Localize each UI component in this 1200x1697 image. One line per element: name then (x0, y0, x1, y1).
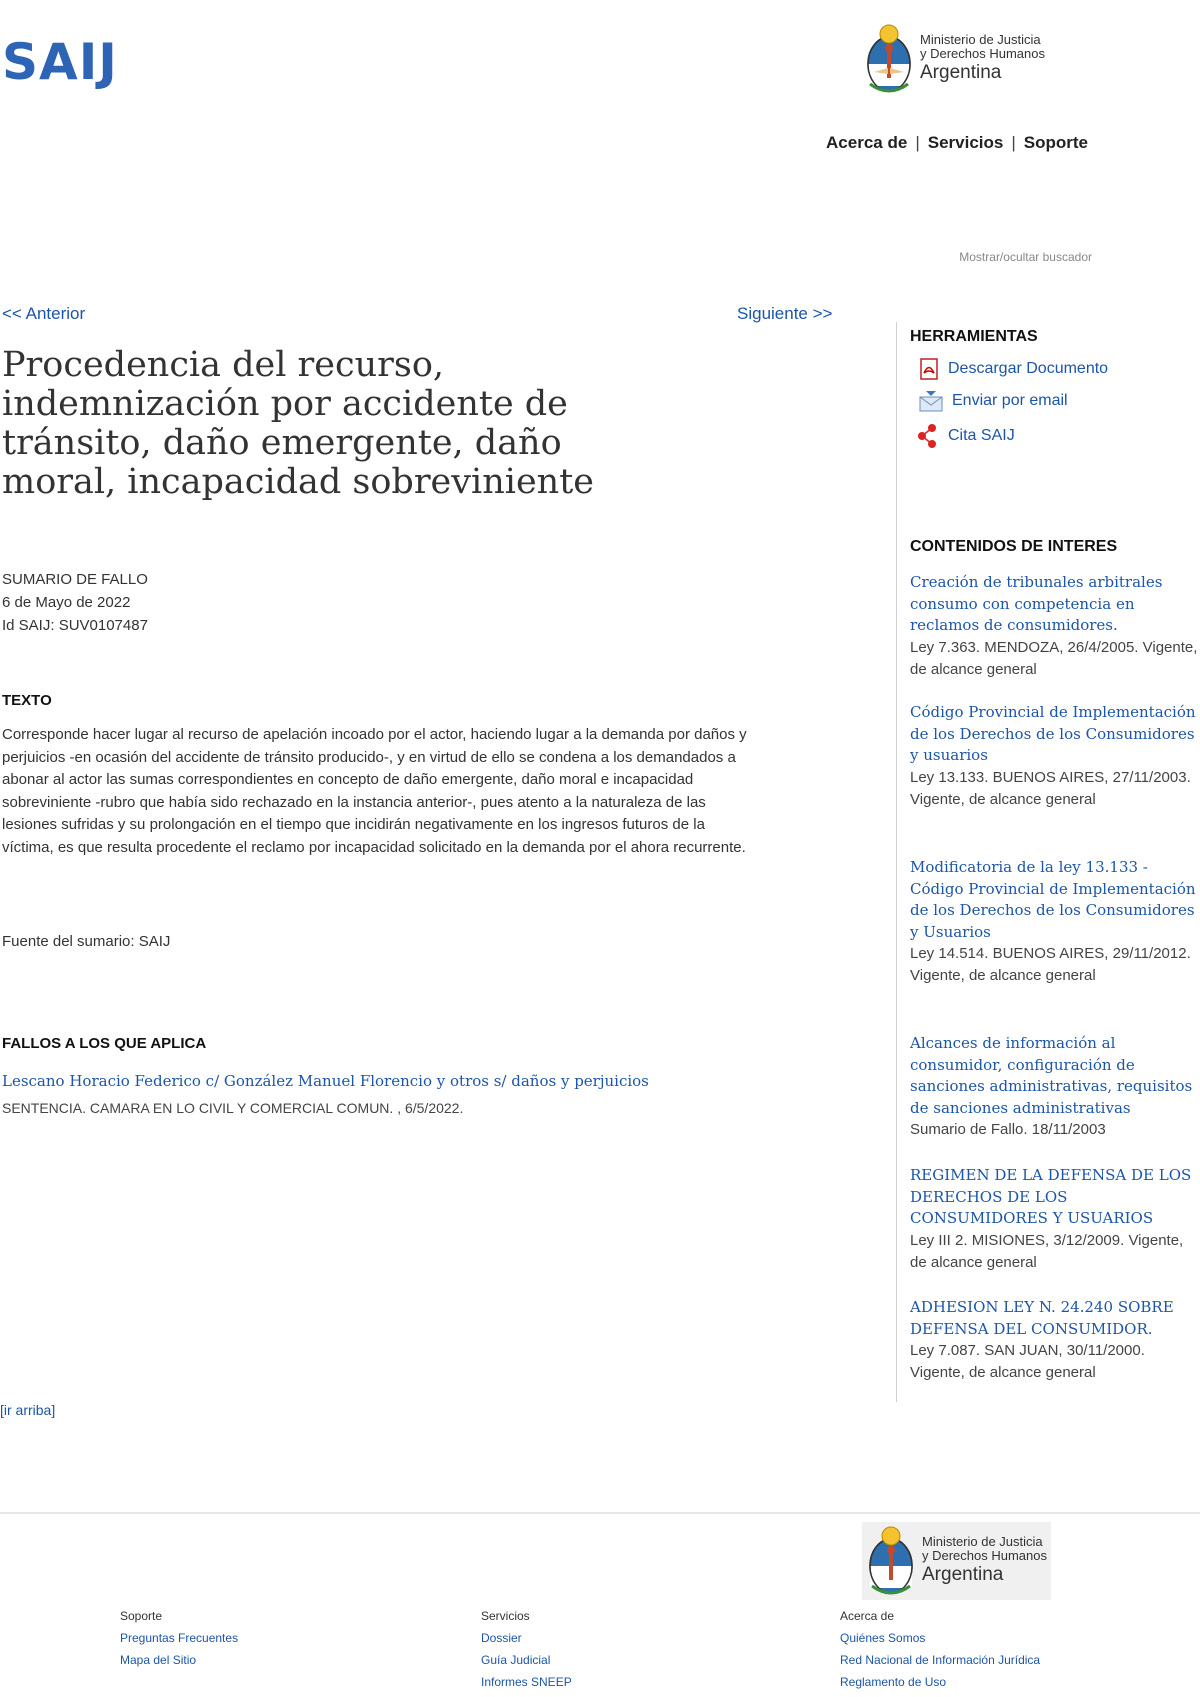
tools-heading: HERRAMIENTAS (910, 328, 1038, 345)
back-to-top-link[interactable]: [ir arriba] (0, 1402, 56, 1418)
download-document-link[interactable] (918, 358, 1108, 380)
fallos-heading: FALLOS A LOS QUE APLICA (2, 1035, 207, 1052)
pdf-icon (918, 358, 940, 380)
footer-link-red-nacional[interactable]: Red Nacional de Información Jurídica (840, 1653, 1041, 1667)
footer-link-quienes-somos[interactable]: Quiénes Somos (840, 1631, 926, 1645)
previous-link[interactable]: << Anterior (2, 304, 86, 323)
download-document-label: Descargar Documento (948, 360, 1109, 377)
interes-item (910, 702, 1200, 811)
interes-item (910, 1033, 1200, 1141)
fuente-text: Fuente del sumario: SAIJ (2, 933, 171, 950)
footer-soporte-heading: Soporte (120, 1609, 163, 1623)
nav-soporte[interactable]: Soporte (1023, 133, 1088, 152)
share-icon (918, 424, 940, 448)
send-email-label: Enviar por email (952, 392, 1068, 409)
argentina-shield-icon (864, 22, 914, 96)
interes-item-desc: Ley 7.087. SAN JUAN, 30/11/2000. Vigente, de alcance general (910, 1342, 1145, 1381)
document-meta (2, 568, 148, 637)
footer-link-guia-judicial[interactable]: Guía Judicial (481, 1653, 551, 1667)
interes-item-link[interactable]: ADHESION LEY N. 24.240 SOBRE DEFENSA DEL CONSUMIDOR. (910, 1298, 1174, 1338)
footer-servicios-column (481, 1605, 572, 1693)
cita-saij-label: Cita SAIJ (948, 427, 1015, 444)
footer-ministry-logo[interactable] (862, 1522, 1051, 1600)
interes-item (910, 857, 1200, 987)
interes-item-desc: Ley 7.363. MENDOZA, 26/4/2005. Vigente, de alcance general (910, 638, 1198, 678)
saij-logo[interactable]: SAIJ (2, 33, 118, 91)
sidebar-divider (896, 322, 897, 1402)
ministry-line-1: Ministerio de Justicia (922, 1534, 1043, 1549)
interes-item-desc: Ley III 2. MISIONES, 3/12/2009. Vigente, de alcance general (910, 1231, 1184, 1271)
nav-acerca-de[interactable]: Acerca de (826, 133, 908, 152)
footer-servicios-heading: Servicios (481, 1609, 530, 1623)
interes-item-desc: Ley 13.133. BUENOS AIRES, 27/11/2003. Vigente, de alcance general (910, 768, 1191, 808)
nav-separator: | (1011, 133, 1016, 152)
footer-soporte-column (120, 1605, 238, 1671)
interes-item-link[interactable]: Creación de tribunales arbitrales consumo con competencia en reclamos de consumidores. (910, 573, 1163, 634)
footer-acerca-heading: Acerca de (840, 1609, 895, 1623)
send-email-link[interactable] (918, 389, 1068, 413)
interes-item-link[interactable]: Modificatoria de la ley 13.133 - Código Provincial de Implementación de los Derechos de los Consumidores y Usuarios (910, 858, 1196, 941)
ministry-line-1: Ministerio de Justicia (920, 32, 1041, 47)
ministry-line-2: y Derechos Humanos (922, 1548, 1047, 1563)
footer-link-reglamento-de-uso[interactable]: Reglamento de Uso (840, 1675, 947, 1689)
footer-acerca-column (840, 1605, 1040, 1693)
page-title: Procedencia del recurso, indemnización por accidente de tránsito, daño emergente, daño moral, incapacidad sobreviniente (2, 345, 594, 502)
footer-divider (0, 1512, 1200, 1514)
document-id: Id SAIJ: SUV0107487 (2, 617, 148, 634)
interes-item-desc: Sumario de Fallo. 18/11/2003 (910, 1121, 1106, 1138)
interes-heading: CONTENIDOS DE INTERES (910, 538, 1118, 555)
footer-link-dossier[interactable]: Dossier (481, 1631, 522, 1645)
ministry-text (920, 33, 1045, 85)
nav-separator: | (915, 133, 920, 152)
texto-heading: TEXTO (2, 692, 52, 709)
ministry-line-3: Argentina (922, 1564, 1004, 1585)
argentina-shield-icon (866, 1524, 916, 1598)
interes-item (910, 1297, 1200, 1384)
fallo-link[interactable]: Lescano Horacio Federico c/ González Manuel Florencio y otros s/ daños y perjuicios (2, 1072, 649, 1090)
interes-item (910, 572, 1200, 681)
document-type: SUMARIO DE FALLO (2, 571, 148, 588)
next-link[interactable]: Siguiente >> (737, 304, 833, 323)
interes-item-link[interactable]: Código Provincial de Implementación de los Derechos de los Consumidores y usuarios (910, 703, 1196, 764)
interes-item-desc: Ley 14.514. BUENOS AIRES, 29/11/2012. Vigente, de alcance general (910, 945, 1191, 984)
footer-link-preguntas-frecuentes[interactable]: Preguntas Frecuentes (120, 1631, 239, 1645)
email-icon (918, 389, 944, 413)
footer-link-mapa-del-sitio[interactable]: Mapa del Sitio (120, 1653, 197, 1667)
cita-saij-link[interactable] (918, 424, 1015, 448)
ministry-logo[interactable] (864, 22, 1045, 96)
fallo-description: SENTENCIA. CAMARA EN LO CIVIL Y COMERCIAL COMUN. , 6/5/2022. (2, 1100, 464, 1116)
texto-body: Corresponde hacer lugar al recurso de apelación incoado por el actor, haciendo lugar a la demanda por daños y perjuicios -en ocasión del accidente de tránsito producido-, y en virtud de ello se condena a los demandados a abonar al actor las sumas correspondientes en concepto de daño emergente, daño moral e incapacidad sobreviniente -rubro que había sido rechazado en la instancia anterior-, pues atento a la naturaleza de las lesiones sufridas y su prolongación en el tiempo que incidirán negativamente en los ingresos futuros de la víctima, es que resulta procedente el reclamo por incapacidad solicitado en la demanda por el ahora recurrente. (2, 726, 747, 856)
toggle-search-link[interactable]: Mostrar/ocultar buscador (959, 250, 1092, 264)
ministry-line-3: Argentina (920, 62, 1002, 83)
interes-item (910, 1165, 1200, 1274)
ministry-line-2: y Derechos Humanos (920, 46, 1045, 61)
interes-item-link[interactable]: REGIMEN DE LA DEFENSA DE LOS DERECHOS DE LOS CONSUMIDORES Y USUARIOS (910, 1166, 1192, 1227)
footer-ministry-text (922, 1535, 1047, 1587)
top-nav (826, 133, 1088, 153)
interes-item-link[interactable]: Alcances de información al consumidor, configuración de sanciones administrativas, requisitos de sanciones administrativas (910, 1034, 1193, 1117)
document-date: 6 de Mayo de 2022 (2, 594, 131, 611)
footer-link-informes-sneep[interactable]: Informes SNEEP (481, 1675, 572, 1689)
nav-servicios[interactable]: Servicios (927, 133, 1004, 152)
